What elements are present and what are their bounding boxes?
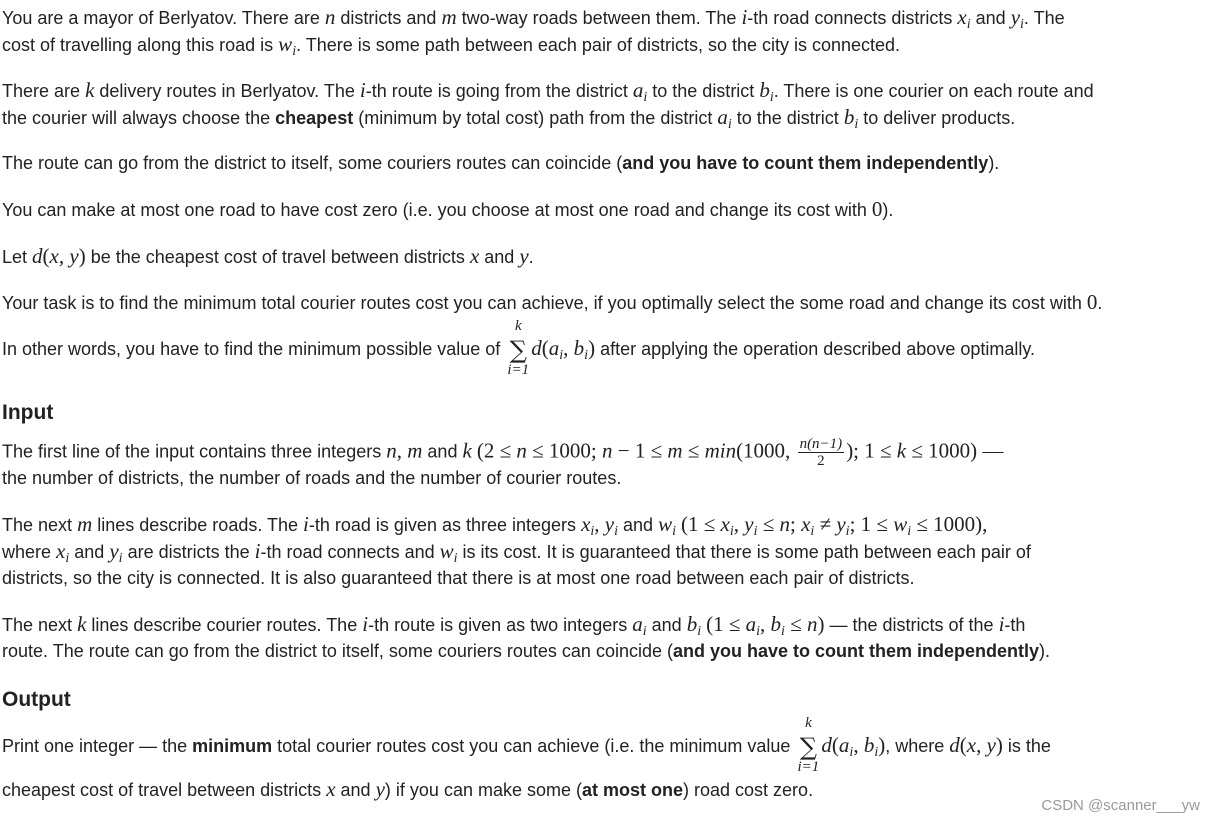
fraction: $\frac{n(n-1)}{2}$ [799, 436, 843, 469]
statement-line: You are a mayor of Berlyatov. There are n districts and m two-way roads between them. The i-th road connects districts $x_i$ and $y_i$. The [2, 5, 1065, 32]
output-line: Print one integer — the minimum total courier routes cost you can achieve (i.e. the minimum value k ∑ i=1 $d(a_i$, $b_i$), where d(x, y) is the [2, 715, 1051, 776]
output-line: cheapest cost of travel between districts x and y) if you can make some (at most one) road cost zero. [2, 777, 814, 801]
input-line: The first line of the input contains three integers n, m and k (2 ≤ n ≤ 1000; n − 1 ≤ m ≤ min(1000, $\frac{n(n-1)}{2}$ ); 1 ≤ k ≤ 1000) — [2, 436, 1004, 469]
input-line: districts, so the city is connected. It is also guaranteed that there is at most one road between each pair of districts. [2, 568, 915, 588]
input-line: The next k lines describe courier routes. The i-th route is given as two integers $a_i$ and $b_i$ ($1 \le a_i$, $b_i \le n$) — the districts of the i-th [2, 612, 1026, 639]
output-heading: Output [2, 688, 71, 711]
input-heading: Input [2, 401, 54, 424]
input-line: where $x_i$ and $y_i$ are districts the i-th road connects and $w_i$ is its cost. It is guaranteed that there is some path between each pair of [2, 539, 1031, 566]
statement-line: the courier will always choose the cheapest (minimum by total cost) path from the district $a_i$ to the district $b_i$ to deliver products. [2, 105, 1016, 132]
input-line: the number of districts, the number of roads and the number of courier routes. [2, 468, 622, 488]
input-line: The next m lines describe roads. The i-th road is given as three integers $x_i$, $y_i$ and $w_i$ ($1 \le x_i$, $y_i \le n$; $x_i \ne y_i$; $1 \le w_i \le 1000$), [2, 512, 988, 539]
statement-line: Let d(x, y) be the cheapest cost of travel between districts x and y. [2, 244, 534, 268]
watermark: CSDN @scanner___yw [1041, 797, 1200, 814]
statement-line: You can make at most one road to have cost zero (i.e. you choose at most one road and change its cost with 0). [2, 197, 894, 221]
input-line: route. The route can go from the district to itself, some couriers routes can coincide (and you have to count them independently). [2, 641, 1051, 661]
statement-line: The route can go from the district to itself, some couriers routes can coincide (and you have to count them independently). [2, 153, 1000, 173]
statement-line: In other words, you have to find the minimum possible value of k ∑ i=1 $d(a_i$, $b_i$) after applying the operation described above optimally. [2, 318, 1036, 379]
statement-line: There are k delivery routes in Berlyatov. The i-th route is going from the district $a_i$ to the district $b_i$. There is one courier on each route and [2, 78, 1094, 105]
sum-symbol: k ∑ i=1 [797, 715, 820, 776]
sum-symbol: k ∑ i=1 [507, 318, 530, 379]
statement-line: cost of travelling along this road is $w_i$. There is some path between each pair of districts, so the city is connected. [2, 32, 901, 59]
statement-line: Your task is to find the minimum total courier routes cost you can achieve, if you optimally select the some road and change its cost with 0. [2, 290, 1103, 314]
